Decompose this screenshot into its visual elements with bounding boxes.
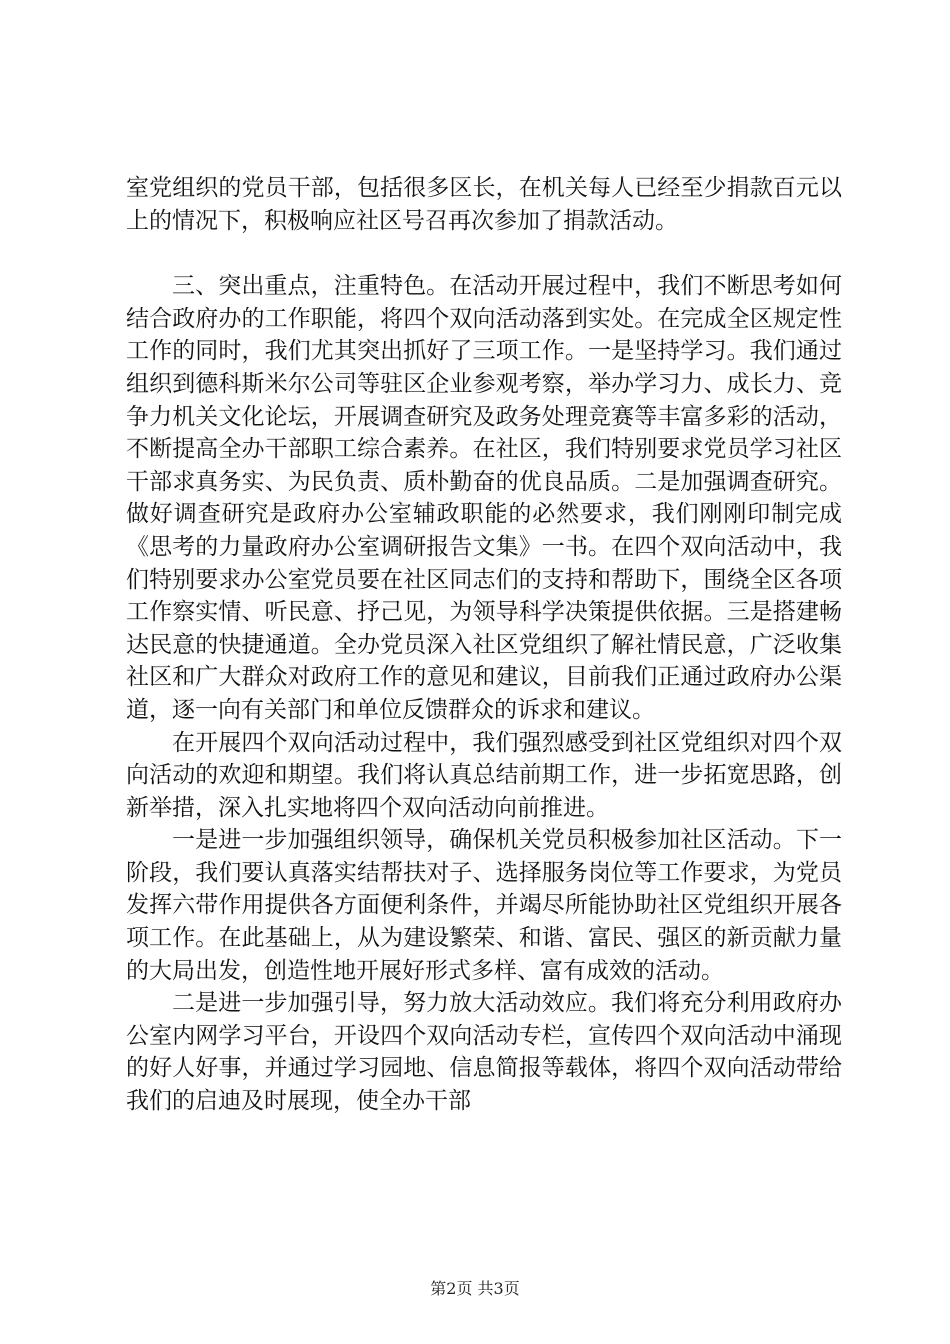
page-number: 第2页 共3页	[430, 1279, 520, 1298]
paragraph-section-three: 三、突出重点，注重特色。在活动开展过程中，我们不断思考如何结合政府办的工作职能，将四个双向活动落到实处。在完成全区规定性工作的同时，我们尤其突出抓好了三项工作。一是坚持学习。我们通过组织到德科斯米尔公司等驻区企业参观考察，举办学习力、成长力、竞争力机关文化论坛，开展调查研究及政务处理竞赛等丰富多彩的活动，不断提高全办干部职工综合素养。在社区，我们特别要求党员学习社区干部求真务实、为民负责、质朴勤奋的优良品质。二是加强调查研究。做好调查研究是政府办公室辅政职能的必然要求，我们刚刚印制完成《思考的力量政府办公室调研报告文集》一书。在四个双向活动中，我们特别要求办公室党员要在社区同志们的支持和帮助下，围绕全区各项工作察实情、听民意、抒己见，为领导科学决策提供依据。三是搭建畅达民意的快捷通道。全办党员深入社区党组织了解社情民意，广泛收集社区和广大群众对政府工作的意见和建议，目前我们正通过政府办公渠道，逐一向有关部门和单位反馈群众的诉求和建议。	[126, 273, 842, 723]
paragraph-continuation: 室党组织的党员干部，包括很多区长，在机关每人已经至少捐款百元以上的情况下，积极响应社区号召再次参加了捐款活动。	[126, 175, 842, 234]
document-body	[126, 172, 842, 1118]
paragraph-summary: 在开展四个双向活动过程中，我们强烈感受到社区党组织对四个双向活动的欢迎和期望。我们将认真总结前期工作，进一步拓宽思路，创新举措，深入扎实地将四个双向活动向前推进。	[126, 729, 842, 821]
paragraph-point-one: 一是进一步加强组织领导，确保机关党员积极参加社区活动。下一阶段，我们要认真落实结帮扶对子、选择服务岗位等工作要求，为党员发挥六带作用提供各方面便利条件，并竭尽所能协助社区党组织开展各项工作。在此基础上，从为建设繁荣、和谐、富民、强区的新贡献力量的大局出发，创造性地开展好形式多样、富有成效的活动。	[126, 827, 842, 984]
paragraph-point-two: 二是进一步加强引导，努力放大活动效应。我们将充分利用政府办公室内网学习平台，开设四个双向活动专栏，宣传四个双向活动中涌现的好人好事，并通过学习园地、信息简报等载体，将四个双向活动带给我们的启迪及时展现，使全办干部	[126, 990, 842, 1115]
